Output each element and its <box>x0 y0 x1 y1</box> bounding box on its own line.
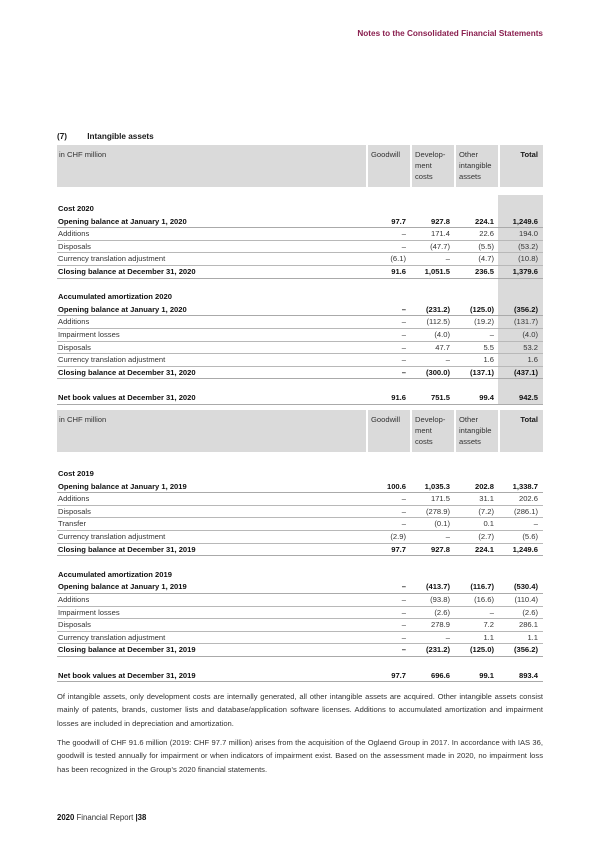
value-goodwill: – <box>401 494 406 504</box>
empty-cell <box>498 657 543 670</box>
value-other-intangible-assets: 202.8 <box>474 481 494 491</box>
value-goodwill: – <box>401 342 406 352</box>
row-label: Impairment losses <box>58 607 120 617</box>
row-label: Opening balance at January 1, 2019 <box>58 582 187 592</box>
row-label: Opening balance at January 1, 2020 <box>58 216 187 226</box>
amortization-heading <box>57 569 543 582</box>
value-other-intangible-assets: (4.7) <box>478 254 494 264</box>
value-other-intangible-assets: 5.5 <box>483 342 494 352</box>
value-other-intangible-assets: (116.7) <box>470 582 494 592</box>
spacer-row <box>57 452 543 468</box>
empty-cell <box>410 556 454 569</box>
value-goodwill: – <box>401 317 406 327</box>
table-row <box>57 304 543 317</box>
value-goodwill: – <box>401 506 406 516</box>
empty-cell <box>454 279 498 292</box>
table-row <box>57 342 543 355</box>
row-label: Net book values at December 31, 2019 <box>58 670 196 680</box>
footer-label: Financial Report <box>76 813 134 822</box>
value-goodwill: – <box>401 355 406 365</box>
value-development-costs: – <box>445 531 450 541</box>
row-label: Opening balance at January 1, 2020 <box>58 304 187 314</box>
value-development-costs: (413.7) <box>425 582 450 592</box>
value-total: 893.4 <box>518 670 538 680</box>
empty-cell <box>498 279 543 292</box>
value-development-costs: 927.8 <box>430 544 450 554</box>
column-header-label: in CHF million <box>57 145 366 187</box>
table-row <box>57 581 543 594</box>
value-development-costs: 1,051.5 <box>424 266 450 276</box>
empty-cell <box>454 468 498 481</box>
table-header-row <box>57 145 543 187</box>
value-other-intangible-assets: – <box>489 607 494 617</box>
value-total: 1,379.6 <box>498 266 543 278</box>
value-development-costs: (2.6) <box>434 607 450 617</box>
value-total: 202.6 <box>518 494 538 504</box>
running-header: Notes to the Consolidated Financial Statements <box>357 29 543 38</box>
value-development-costs: (93.8) <box>430 594 450 604</box>
table-row <box>57 329 543 342</box>
cost-heading <box>57 468 543 481</box>
row-label: Currency translation adjustment <box>58 632 166 642</box>
empty-cell <box>454 569 498 582</box>
value-goodwill: – <box>401 582 406 592</box>
row-label: Additions <box>58 317 90 327</box>
table-row <box>57 216 543 229</box>
table-row <box>57 316 543 329</box>
value-development-costs: (231.2) <box>425 645 450 655</box>
empty-cell <box>498 556 543 569</box>
row-label: Additions <box>58 594 90 604</box>
column-header-development-costs: Develop-ment costs <box>412 145 454 187</box>
row-label: Disposals <box>58 342 91 352</box>
empty-cell <box>498 291 543 304</box>
value-total: (10.8) <box>498 253 543 265</box>
empty-cell <box>410 468 454 481</box>
empty-cell <box>454 556 498 569</box>
empty-cell <box>498 203 543 216</box>
value-goodwill: – <box>401 645 406 655</box>
value-total: (53.2) <box>498 241 543 253</box>
table-row <box>57 632 543 645</box>
value-other-intangible-assets: (5.5) <box>478 241 494 251</box>
empty-cell <box>57 556 366 569</box>
value-other-intangible-assets: – <box>489 329 494 339</box>
empty-cell <box>454 379 498 392</box>
value-total: (4.0) <box>498 329 543 341</box>
column-header-other-intangible-assets: Other intangible assets <box>456 410 498 452</box>
row-label: Disposals <box>58 620 91 630</box>
value-goodwill: – <box>401 329 406 339</box>
value-development-costs: 751.5 <box>430 392 450 402</box>
value-other-intangible-assets: 1.1 <box>483 632 494 642</box>
table-row <box>57 506 543 519</box>
empty-cell <box>410 379 454 392</box>
empty-cell <box>454 291 498 304</box>
section-heading: Intangible assets <box>87 132 154 141</box>
value-development-costs: (4.0) <box>434 329 450 339</box>
table-row <box>57 354 543 367</box>
value-total: 1.1 <box>527 632 538 642</box>
value-development-costs: 696.6 <box>430 670 450 680</box>
value-goodwill: 97.7 <box>391 670 406 680</box>
value-development-costs: 171.4 <box>430 229 450 239</box>
empty-cell <box>366 203 410 216</box>
empty-cell <box>410 291 454 304</box>
value-total: 1,249.6 <box>498 216 543 228</box>
empty-cell <box>366 279 410 292</box>
footer-separator: | <box>135 813 138 822</box>
value-goodwill: – <box>401 607 406 617</box>
value-development-costs: (47.7) <box>430 241 450 251</box>
empty-cell <box>410 279 454 292</box>
empty-cell <box>57 279 366 292</box>
table-row <box>57 594 543 607</box>
table-row <box>57 367 543 380</box>
table-row <box>57 493 543 506</box>
empty-cell <box>410 657 454 670</box>
footer-year: 2020 <box>57 813 75 822</box>
row-label: Net book values at December 31, 2020 <box>58 392 196 402</box>
value-other-intangible-assets: (2.7) <box>478 531 494 541</box>
value-development-costs: 927.8 <box>430 216 450 226</box>
empty-cell <box>366 556 410 569</box>
value-development-costs: – <box>445 355 450 365</box>
value-total: (356.2) <box>498 304 543 316</box>
section-number: (7) <box>57 132 68 141</box>
empty-cell <box>57 379 366 392</box>
table-header-row <box>57 410 543 452</box>
value-total: 942.5 <box>498 392 543 404</box>
value-development-costs: – <box>445 254 450 264</box>
row-label: Transfer <box>58 519 86 529</box>
value-goodwill: 97.7 <box>391 544 406 554</box>
value-development-costs: 1,035.3 <box>424 481 450 491</box>
value-total: 1,338.7 <box>512 481 538 491</box>
note-paragraph-2: The goodwill of CHF 91.6 million (2019: CHF 97.7 million) arises from the acquisition of the Oglaend Group in 2017. In accordance with IAS 36, goodwill is tested annually for impairment or when indicators of impairment exist. Based on the assessment made in 2020, no impairment loss has been recognized in the Group’s 2020 financial statements. <box>57 738 543 774</box>
column-header-label: in CHF million <box>57 410 366 452</box>
value-goodwill: – <box>401 620 406 630</box>
row-label: Impairment losses <box>58 329 120 339</box>
empty-cell <box>454 203 498 216</box>
value-development-costs: 278.9 <box>430 620 450 630</box>
page-footer <box>57 813 146 822</box>
footer-page-number: 38 <box>137 813 147 822</box>
row-label: Currency translation adjustment <box>58 355 166 365</box>
value-total: (437.1) <box>498 367 543 379</box>
row-label: Additions <box>58 494 90 504</box>
value-goodwill: 91.6 <box>391 266 406 276</box>
empty-cell <box>498 468 543 481</box>
empty-cell <box>366 657 410 670</box>
table-row <box>57 518 543 531</box>
value-total: – <box>533 519 538 529</box>
intangible-assets-table-2020 <box>57 145 543 405</box>
spacer-row <box>57 379 543 392</box>
spacer-row <box>57 556 543 569</box>
column-header-goodwill: Goodwill <box>368 145 410 187</box>
table-row <box>57 607 543 620</box>
value-goodwill: – <box>401 367 406 377</box>
empty-cell <box>498 379 543 392</box>
value-total: (5.6) <box>522 531 538 541</box>
value-goodwill: (2.9) <box>390 531 406 541</box>
value-other-intangible-assets: (7.2) <box>478 506 494 516</box>
row-label: Closing balance at December 31, 2019 <box>58 645 196 655</box>
value-development-costs: (278.9) <box>425 506 450 516</box>
value-development-costs: (0.1) <box>434 519 450 529</box>
empty-cell <box>498 569 543 582</box>
value-other-intangible-assets: 0.1 <box>483 519 494 529</box>
column-header-goodwill: Goodwill <box>368 410 410 452</box>
row-label: Opening balance at January 1, 2019 <box>58 481 187 491</box>
value-goodwill: – <box>401 241 406 251</box>
spacer-row <box>57 187 543 203</box>
value-goodwill: 91.6 <box>391 392 406 402</box>
empty-cell <box>366 379 410 392</box>
value-goodwill: – <box>401 304 406 314</box>
value-total: (286.1) <box>513 506 538 516</box>
value-other-intangible-assets: 22.6 <box>479 229 494 239</box>
value-other-intangible-assets: 224.1 <box>474 216 494 226</box>
value-total: 286.1 <box>518 620 538 630</box>
value-other-intangible-assets: (16.6) <box>474 594 494 604</box>
section-heading-label: Cost 2020 <box>58 204 94 213</box>
net-book-value-row <box>57 392 543 405</box>
table-row <box>57 481 543 494</box>
value-total: (530.4) <box>513 582 538 592</box>
value-development-costs: (112.5) <box>426 317 450 327</box>
spacer-row <box>57 657 543 670</box>
value-total: 194.0 <box>498 228 543 240</box>
column-header-total: Total <box>500 410 543 452</box>
value-other-intangible-assets: 236.5 <box>474 266 494 276</box>
row-label: Currency translation adjustment <box>58 254 166 264</box>
total-shade <box>498 195 543 203</box>
value-other-intangible-assets: (19.2) <box>474 317 494 327</box>
intangible-assets-table-2019 <box>57 410 543 682</box>
row-label: Closing balance at December 31, 2020 <box>58 266 196 276</box>
value-goodwill: (6.1) <box>390 254 406 264</box>
value-other-intangible-assets: (137.1) <box>469 367 494 377</box>
table-row <box>57 266 543 279</box>
value-goodwill: – <box>401 519 406 529</box>
note-paragraph-1: Of intangible assets, only development costs are internally generated, all other intangible assets are acquired. Other intangible assets consist mainly of patents, brands, customer lists and database/application software licenses. Additions to accumulated amortization and impairment losses are included in depreciation and amortization. <box>57 692 543 728</box>
row-label: Disposals <box>58 241 91 251</box>
section-heading-label: Accumulated amortization 2019 <box>58 569 172 579</box>
value-other-intangible-assets: 7.2 <box>483 620 494 630</box>
table-row <box>57 241 543 254</box>
column-header-total: Total <box>500 145 543 187</box>
table-row <box>57 228 543 241</box>
empty-cell <box>410 203 454 216</box>
value-other-intangible-assets: 99.4 <box>479 392 494 402</box>
table-row <box>57 253 543 266</box>
row-label: Closing balance at December 31, 2019 <box>58 544 196 554</box>
table-row <box>57 531 543 544</box>
table-row <box>57 544 543 557</box>
table-row <box>57 644 543 657</box>
value-development-costs: 47.7 <box>435 342 450 352</box>
spacer-row <box>57 279 543 292</box>
value-development-costs: (300.0) <box>425 367 450 377</box>
empty-cell <box>366 569 410 582</box>
value-other-intangible-assets: 31.1 <box>479 494 494 504</box>
empty-cell <box>410 569 454 582</box>
value-development-costs: (231.2) <box>425 304 450 314</box>
row-label: Disposals <box>58 506 91 516</box>
value-other-intangible-assets: (125.0) <box>469 645 494 655</box>
section-title <box>57 132 154 141</box>
value-other-intangible-assets: 99.1 <box>479 670 494 680</box>
value-total: 1,249.6 <box>512 544 538 554</box>
column-header-development-costs: Develop-ment costs <box>412 410 454 452</box>
value-development-costs: – <box>445 632 450 642</box>
row-label: Currency translation adjustment <box>58 531 166 541</box>
value-total: 1.6 <box>498 354 543 366</box>
value-goodwill: 100.6 <box>386 481 406 491</box>
net-book-value-row <box>57 670 543 683</box>
empty-cell <box>454 657 498 670</box>
value-goodwill: – <box>401 632 406 642</box>
spacer-fill <box>57 187 498 203</box>
value-total: (110.4) <box>514 594 538 604</box>
value-total: (131.7) <box>498 316 543 328</box>
row-label: Additions <box>58 229 90 239</box>
value-goodwill: 97.7 <box>391 216 406 226</box>
empty-cell <box>366 291 410 304</box>
value-other-intangible-assets: 1.6 <box>483 355 494 365</box>
empty-cell <box>57 657 366 670</box>
value-other-intangible-assets: 224.1 <box>474 544 494 554</box>
empty-cell <box>366 468 410 481</box>
section-heading-label: Accumulated amortization 2020 <box>58 292 172 302</box>
amortization-heading <box>57 291 543 304</box>
value-goodwill: – <box>401 229 406 239</box>
value-other-intangible-assets: (125.0) <box>469 304 494 314</box>
table-row <box>57 619 543 632</box>
value-total: (356.2) <box>513 645 538 655</box>
cost-heading <box>57 203 543 216</box>
row-label: Closing balance at December 31, 2020 <box>58 367 196 377</box>
value-goodwill: – <box>401 594 406 604</box>
value-total: (2.6) <box>522 607 538 617</box>
value-development-costs: 171.5 <box>430 494 450 504</box>
section-heading-label: Cost 2019 <box>58 469 94 478</box>
value-total: 53.2 <box>498 342 543 354</box>
column-header-other-intangible-assets: Other intangible assets <box>456 145 498 187</box>
